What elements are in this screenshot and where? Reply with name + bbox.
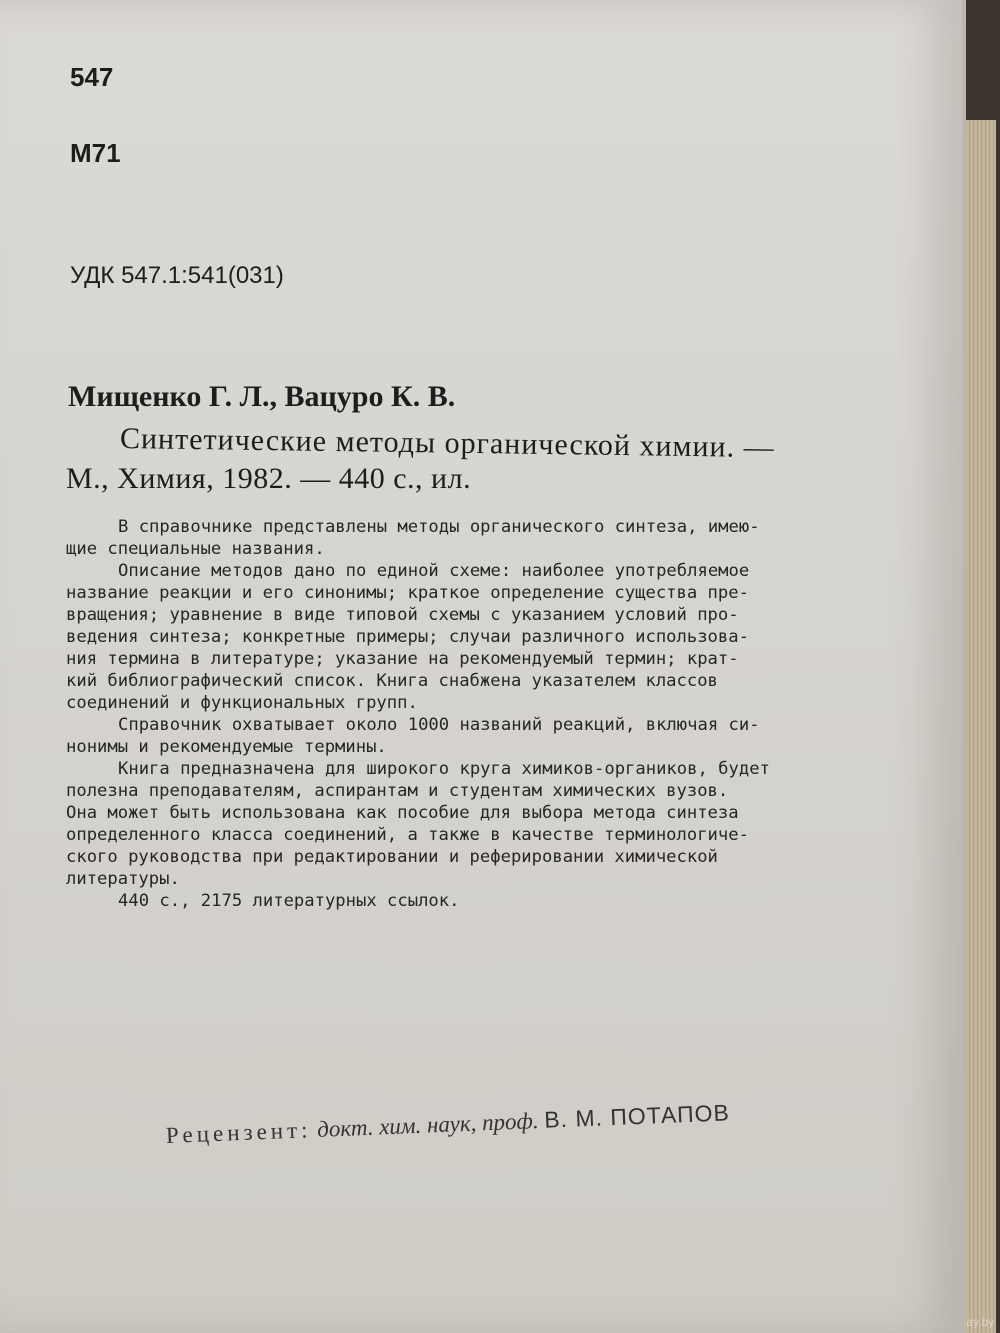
annotation-line: Справочник охватывает около 1000 названий реакций, включая си- — [118, 715, 760, 735]
annotation-line: кий библиографический список. Книга снабжена указателем классов — [66, 671, 718, 691]
author-code: М71 — [70, 138, 121, 168]
reviewer — [165, 1099, 730, 1149]
annotation-line: ния термина в литературе; указание на рекомендуемый термин; крат- — [66, 649, 739, 669]
site-watermark: ay.by — [966, 1315, 994, 1329]
reviewer-name: В. М. ПОТАПОВ — [543, 1099, 731, 1133]
annotation-line: щие специальные названия. — [66, 539, 325, 559]
annotation-line: Она может быть использована как пособие для выбора метода синтеза — [66, 803, 739, 823]
annotation-line: ведения синтеза; конкретные примеры; случаи различного использова- — [66, 627, 749, 647]
annotation-line: литературы. — [66, 869, 180, 889]
book-imprint: М., Химия, 1982. — 440 с., ил. — [66, 462, 472, 495]
annotation-line: 440 с., 2175 литературных ссылок. — [118, 891, 460, 911]
class-code: 547 — [70, 62, 114, 92]
udk-code: УДК 547.1:541(031) — [70, 262, 284, 289]
reviewer-role: докт. хим. наук, проф. — [316, 1108, 540, 1142]
annotation-line: В справочнике представлены методы органического синтеза, имею- — [118, 517, 760, 537]
reviewer-label: Рецензент: — [165, 1117, 312, 1148]
annotation — [66, 516, 886, 912]
annotation-line: ского руководства при редактировании и реферировании химической — [66, 847, 718, 867]
book-authors: Мищенко Г. Л., Вацуро К. В. — [68, 380, 456, 413]
annotation-line: определенного класса соединений, а также в качестве терминологиче- — [66, 825, 749, 845]
annotation-line: Книга предназначена для широкого круга химиков-органиков, будет — [118, 759, 770, 779]
page-edges — [966, 120, 996, 1333]
annotation-line: полезна преподавателям, аспирантам и студентам химических вузов. — [66, 781, 729, 801]
annotation-line: вращения; уравнение в виде типовой схемы с указанием условий про- — [66, 605, 739, 625]
annotation-line: соединений и функциональных групп. — [66, 693, 418, 713]
annotation-line: нонимы и рекомендуемые термины. — [66, 737, 387, 757]
annotation-line: Описание методов дано по единой схеме: наиболее употребляемое — [118, 561, 750, 581]
annotation-line: название реакции и его синонимы; краткое определение существа пре- — [66, 583, 749, 603]
book-title: Синтетические методы органической химии. — — [119, 422, 775, 465]
